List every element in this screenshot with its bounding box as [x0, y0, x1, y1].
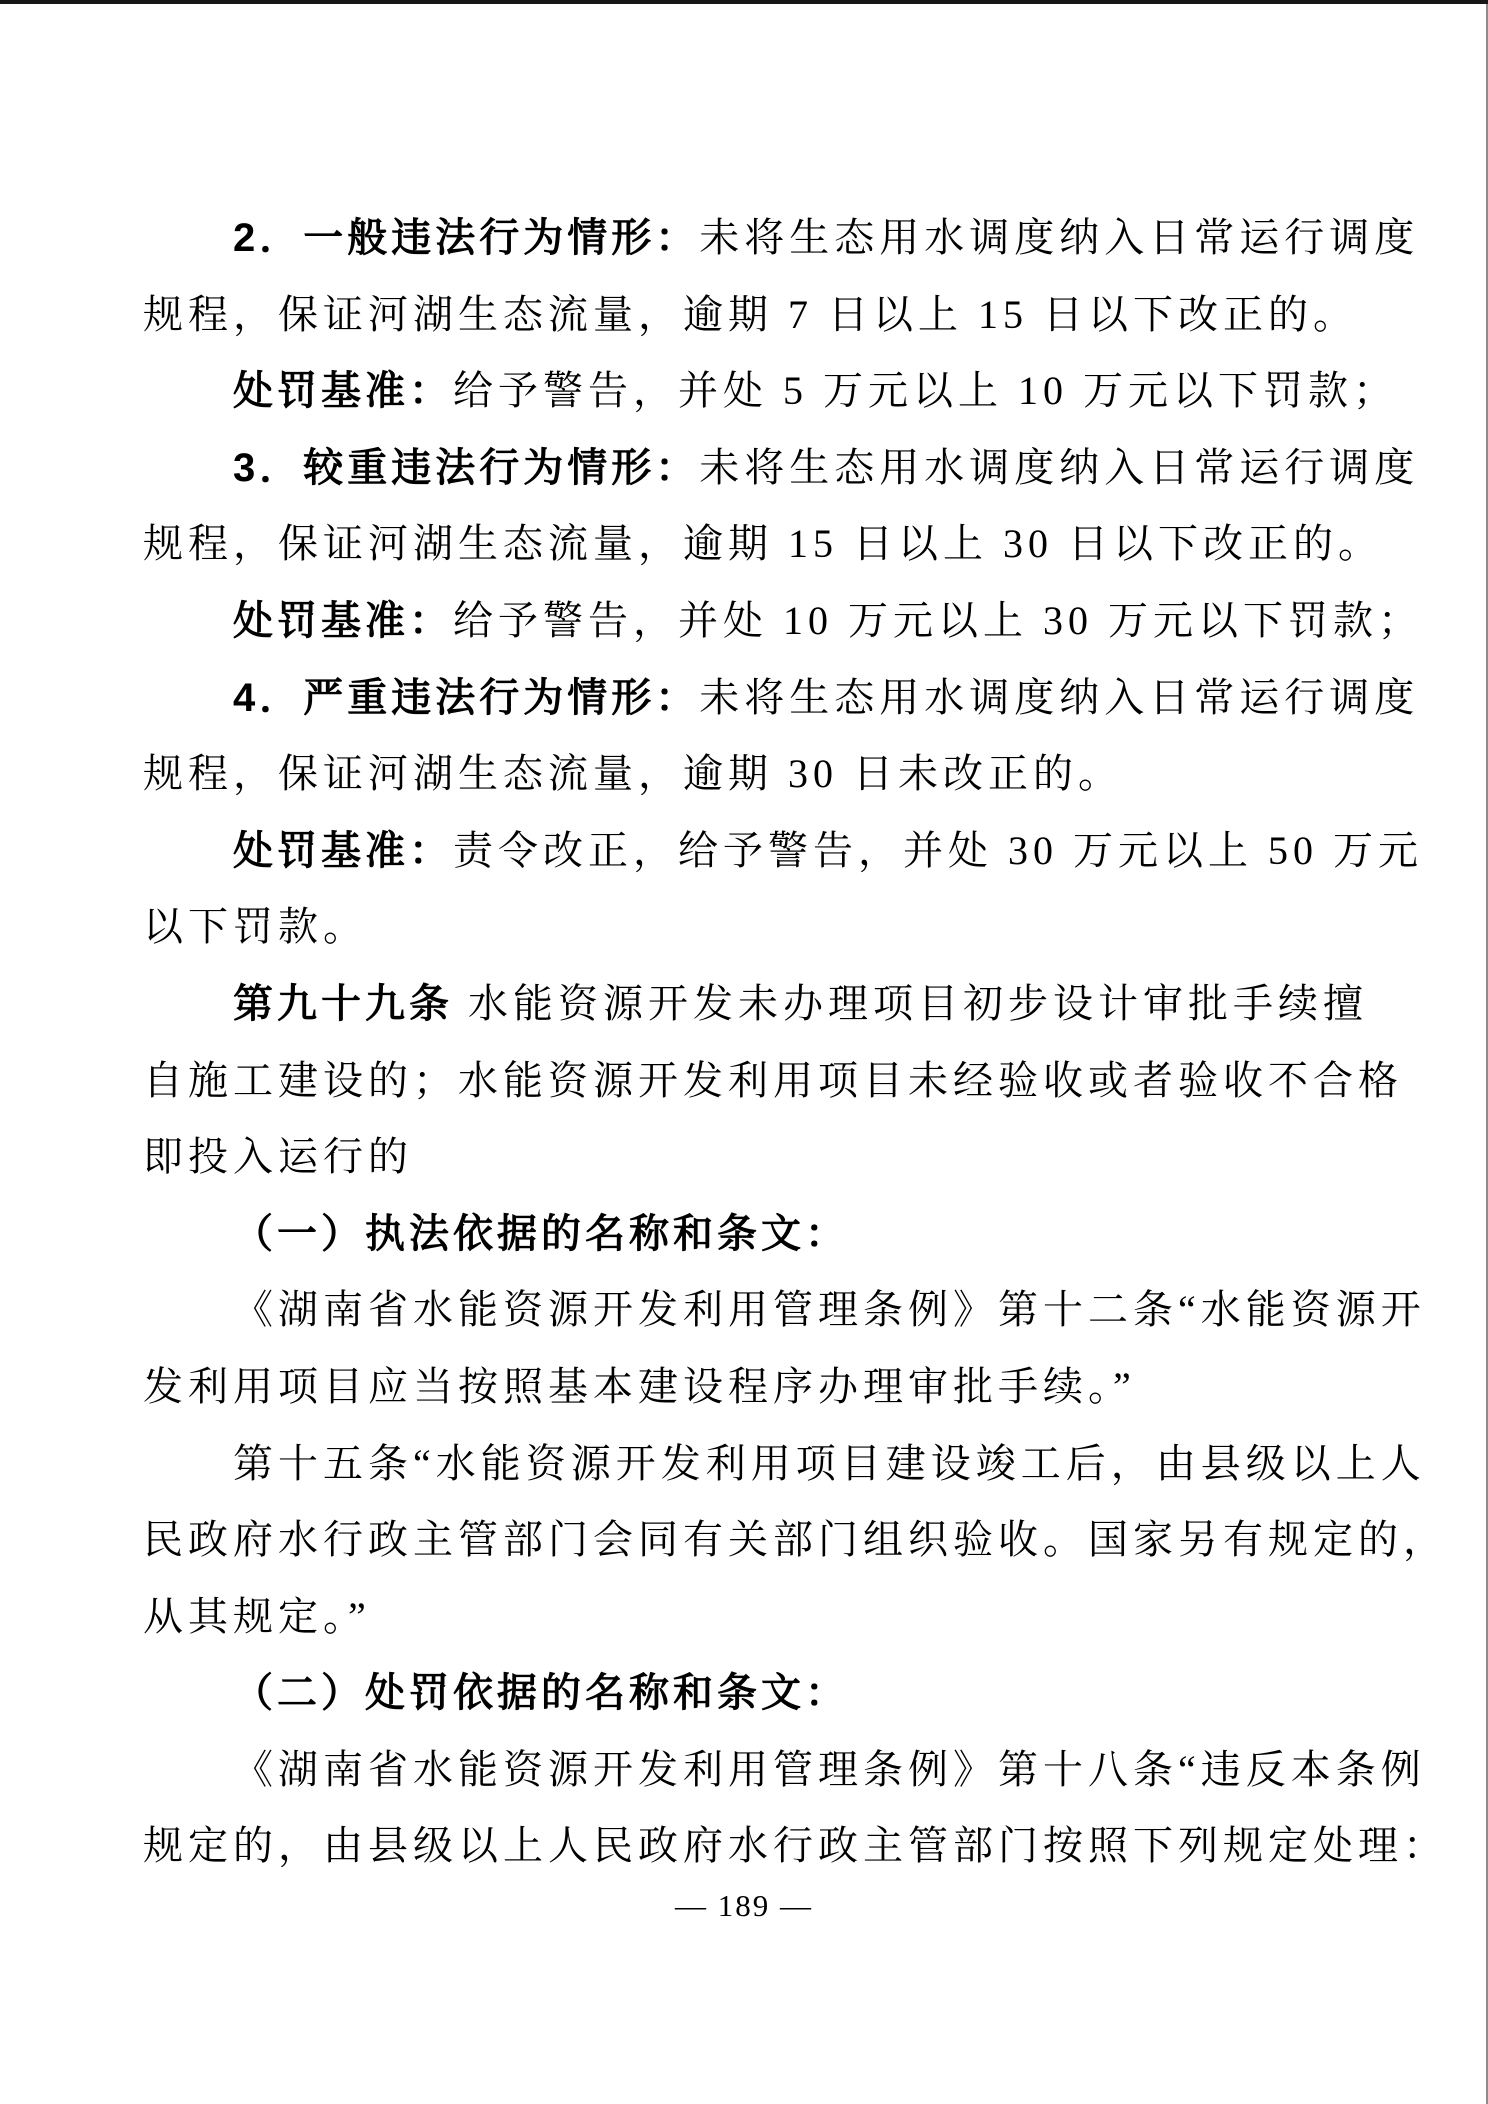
text-segment: 未将生态用水调度纳入日常运行调度 [699, 444, 1420, 490]
document-body-text [143, 200, 1448, 1885]
text-segment: 规定的，由县级以上人民政府水行政主管部门按照下列规定处理： [143, 1823, 1448, 1869]
text-segment: 从其规定。” [143, 1593, 371, 1639]
text-line [143, 1579, 1361, 1656]
text-segment: 未将生态用水调度纳入日常运行调度 [699, 215, 1420, 260]
text-segment-bold: 处罚基准： [233, 828, 453, 873]
text-line [143, 1502, 1448, 1579]
text-segment: 给予警告，并处 5 万元以上 10 万元以下罚款； [453, 368, 1398, 414]
text-segment: 责令改正，给予警告，并处 30 万元以上 50 万元 [453, 827, 1423, 873]
text-segment-bold: 4．严重违法行为情形： [233, 675, 700, 720]
text-line [143, 1349, 1361, 1426]
text-segment: 《湖南省水能资源开发利用管理条例》第十八条“违反本条例 [233, 1746, 1426, 1792]
text-line [143, 1119, 1361, 1196]
text-segment: 未将生态用水调度纳入日常运行调度 [699, 674, 1420, 720]
text-line [143, 583, 1423, 660]
text-segment: 民政府水行政主管部门会同有关部门组织验收。国家另有规定的， [143, 1517, 1448, 1563]
text-segment-bold: 3．较重违法行为情形： [233, 445, 700, 490]
text-segment: 第十五条“水能资源开发利用项目建设竣工后，由县级以上人 [233, 1440, 1426, 1486]
text-segment-bold: 处罚基准： [233, 598, 453, 643]
text-line [143, 277, 1361, 354]
page-footer [0, 1888, 1488, 1924]
text-segment: 自施工建设的；水能资源开发利用项目未经验收或者验收不合格 [143, 1057, 1403, 1103]
text-line [143, 200, 1420, 277]
text-line [143, 966, 1368, 1043]
text-line [143, 1426, 1426, 1503]
text-line [143, 1043, 1403, 1120]
text-segment-bold: （一）执法依据的名称和条文： [233, 1211, 849, 1256]
text-line [143, 1655, 1361, 1732]
text-line [143, 660, 1420, 737]
text-segment: 《湖南省水能资源开发利用管理条例》第十二条“水能资源开 [233, 1287, 1426, 1333]
text-segment-bold: 2．一般违法行为情形： [233, 216, 700, 260]
text-line [143, 1808, 1448, 1885]
text-line [143, 1732, 1426, 1809]
text-segment-bold: （二）处罚依据的名称和条文： [233, 1671, 849, 1716]
text-segment: 规程，保证河湖生态流量，逾期 7 日以上 15 日以下改正的。 [143, 291, 1358, 337]
text-segment: 水能资源开发未办理项目初步设计审批手续擅 [453, 980, 1368, 1026]
text-segment: 规程，保证河湖生态流量，逾期 30 日未改正的。 [143, 751, 1123, 797]
page-number: — 189 — [675, 1888, 813, 1923]
text-segment: 以下罚款。 [143, 904, 368, 950]
text-segment: 发利用项目应当按照基本建设程序办理审批手续。” [143, 1363, 1136, 1409]
text-segment-bold: 处罚基准： [233, 369, 453, 414]
text-line [143, 889, 1361, 966]
text-line [143, 430, 1420, 507]
text-line [143, 736, 1361, 813]
text-segment: 即投入运行的 [143, 1134, 413, 1180]
text-segment-bold: 第九十九条 [233, 981, 453, 1026]
text-line [143, 813, 1423, 890]
text-segment: 规程，保证河湖生态流量，逾期 15 日以上 30 日以下改正的。 [143, 521, 1383, 567]
text-segment: 给予警告，并处 10 万元以上 30 万元以下罚款； [453, 597, 1423, 643]
text-line [143, 1272, 1426, 1349]
text-line [143, 353, 1398, 430]
text-line [143, 506, 1383, 583]
text-line [143, 1196, 1361, 1273]
